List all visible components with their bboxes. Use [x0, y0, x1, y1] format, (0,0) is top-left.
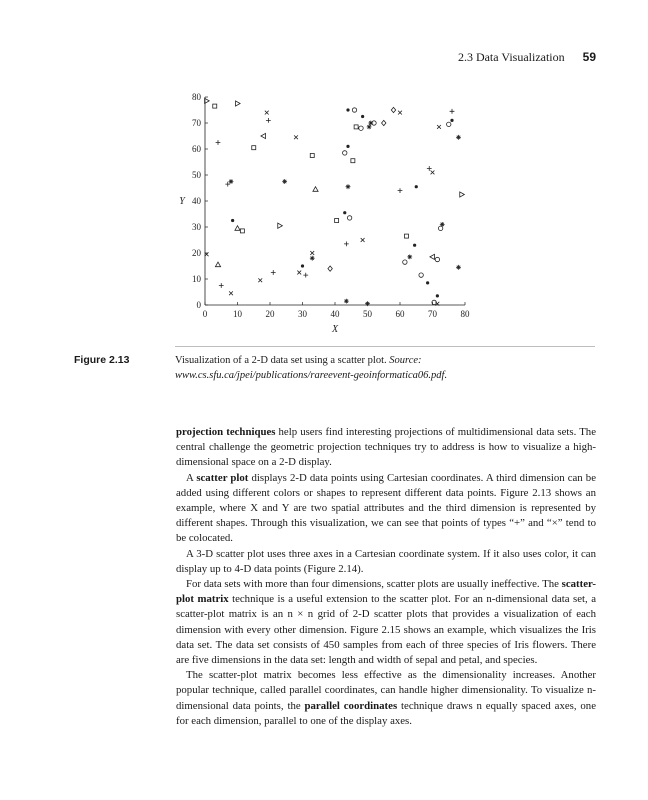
y-tick-label: 30: [192, 222, 201, 232]
point-square: [405, 234, 409, 238]
point-square: [252, 146, 256, 150]
x-tick-label: 80: [460, 309, 470, 319]
plot-axes: [179, 92, 470, 335]
point-times: [297, 271, 301, 275]
point-dot: [361, 115, 364, 118]
figure-caption: [74, 353, 598, 383]
point-times: [229, 291, 233, 295]
point-plus: [344, 242, 349, 247]
paragraph-1: projection techniques help users find interesting projections of multidimensional data sets. The central challenge the geometric projection techniques try to address is how to visualize a high-dimensional space on a 2-D display.: [176, 426, 596, 469]
point-triangle-right: [236, 101, 241, 106]
y-axis-label: Y: [179, 196, 185, 207]
point-star: [346, 184, 351, 189]
point-dot: [301, 264, 304, 267]
section-title: 2.3 Data Visualization: [457, 50, 565, 64]
y-tick-label: 20: [192, 248, 201, 258]
point-star: [440, 222, 445, 227]
point-plus: [303, 273, 308, 278]
point-star: [407, 255, 412, 260]
point-star: [456, 135, 461, 140]
point-star: [456, 265, 461, 270]
point-plus: [266, 118, 271, 123]
paragraph-3: A 3-D scatter plot uses three axes in a Cartesian coordinate system. If it also uses color, it can display up to 4-D data points (Figure 2.14).: [176, 547, 596, 575]
point-circle: [419, 273, 423, 277]
term-projection: projection techniques: [176, 426, 276, 438]
point-triangle-up: [215, 262, 220, 267]
y-tick-label: 10: [192, 274, 201, 284]
point-square: [213, 104, 217, 108]
paragraph-2: A scatter plot displays 2-D data points using Cartesian coordinates. A third dimension can be added using different colors or shapes to represent different data points. Figure 2.13 shows an example, where X and Y are two spatial attributes and the third dimension is represented by different shapes. Through this visualization, we can see that points of types “+” and “×” tend to be colocated.: [176, 471, 596, 545]
point-star: [344, 299, 349, 304]
point-star: [282, 179, 287, 184]
point-times: [265, 111, 269, 115]
x-tick-label: 20: [265, 309, 275, 319]
x-tick-label: 30: [298, 309, 307, 319]
point-times: [361, 238, 365, 242]
point-triangle-left: [261, 133, 266, 138]
point-plus: [219, 283, 224, 288]
point-diamond: [328, 266, 332, 271]
x-tick-label: 0: [202, 309, 208, 319]
point-plus: [271, 270, 276, 275]
point-diamond: [382, 120, 386, 125]
point-square: [335, 219, 339, 223]
point-times: [431, 170, 435, 174]
point-circle: [447, 122, 451, 126]
point-circle: [435, 257, 439, 261]
point-triangle-right: [460, 192, 465, 197]
point-square: [310, 154, 314, 158]
caption-divider: [175, 346, 595, 347]
point-plus: [216, 140, 221, 145]
point-star: [365, 301, 370, 306]
point-times: [437, 125, 441, 129]
point-dot: [436, 294, 439, 297]
caption-text: Visualization of a 2-D data set using a scatter plot.: [175, 355, 387, 366]
y-tick-label: 70: [192, 118, 201, 128]
paragraph-4: For data sets with more than four dimensions, scatter plots are usually ineffective. The scatter-plot matrix technique is a useful extension to the scatter plot. For an n-dimensional data set, a scatter-plot matrix is an n × n grid of 2-D scatter plots that provides a visualization of each dimension with every other dimension. Figure 2.15 shows an example, which visualizes the Iris data set. The data set consists of 450 samples from each of three species of Iris flowers. There are five dimensions in the data set: length and width of sepal and petal, and species.: [176, 578, 596, 667]
point-dot: [346, 145, 349, 148]
y-tick-label: 60: [192, 144, 201, 154]
body-text: [176, 425, 596, 729]
point-dot: [415, 185, 418, 188]
x-tick-label: 60: [395, 309, 405, 319]
point-times: [398, 111, 402, 115]
point-plus: [225, 182, 230, 187]
page-number: 59: [582, 50, 596, 64]
x-tick-label: 10: [233, 309, 242, 319]
y-tick-label: 0: [196, 300, 201, 310]
point-diamond: [391, 107, 395, 112]
point-dot: [450, 119, 453, 122]
point-star: [229, 179, 234, 184]
point-times: [294, 135, 298, 139]
x-tick-label: 70: [428, 309, 437, 319]
caption-source: Source: www.cs.sfu.ca/jpei/publications/rareevent-geoinformatica06.pdf.: [175, 355, 448, 381]
point-triangle-right: [278, 223, 283, 228]
point-square: [354, 125, 358, 129]
point-dot: [413, 244, 416, 247]
running-header: [458, 50, 596, 65]
point-triangle-up: [235, 226, 240, 231]
point-star: [310, 256, 315, 261]
point-times: [258, 278, 262, 282]
term-parallel-coordinates: parallel coordinates: [304, 699, 398, 712]
point-plus: [450, 109, 455, 114]
point-triangle-left: [430, 254, 435, 259]
term-scatter-plot: scatter plot: [196, 471, 249, 484]
term-scatter-plot-matrix: scatter-plot matrix: [176, 578, 596, 606]
figure-label: Figure 2.13: [74, 354, 130, 366]
point-dot: [426, 281, 429, 284]
point-dot: [343, 211, 346, 214]
paragraph-5: The scatter-plot matrix becomes less effective as the dimensionality increases. Another popular technique, called parallel coordinates, can handle higher dimensionality. To visualize n-dimensional data points, the parallel coordinates technique draws n equally spaced axes, one for each dimension, parallel to one of the display axes.: [176, 669, 596, 727]
point-square: [351, 159, 355, 163]
x-tick-label: 50: [363, 309, 372, 319]
scatter-plot: [160, 85, 490, 340]
y-tick-label: 80: [192, 92, 201, 102]
point-plus: [427, 166, 432, 171]
point-times: [310, 251, 314, 255]
point-triangle-up: [313, 187, 318, 192]
point-circle: [352, 108, 356, 112]
x-tick-label: 40: [330, 309, 340, 319]
point-dot: [346, 108, 349, 111]
point-dot: [231, 219, 234, 222]
point-circle: [347, 216, 351, 220]
plot-points: [205, 98, 465, 306]
point-plus: [398, 188, 403, 193]
y-tick-label: 50: [192, 170, 201, 180]
point-square: [240, 229, 244, 233]
point-circle: [403, 260, 407, 264]
point-circle: [343, 151, 347, 155]
y-tick-label: 40: [192, 196, 201, 206]
point-circle: [359, 126, 363, 130]
x-axis-label: X: [331, 324, 339, 335]
